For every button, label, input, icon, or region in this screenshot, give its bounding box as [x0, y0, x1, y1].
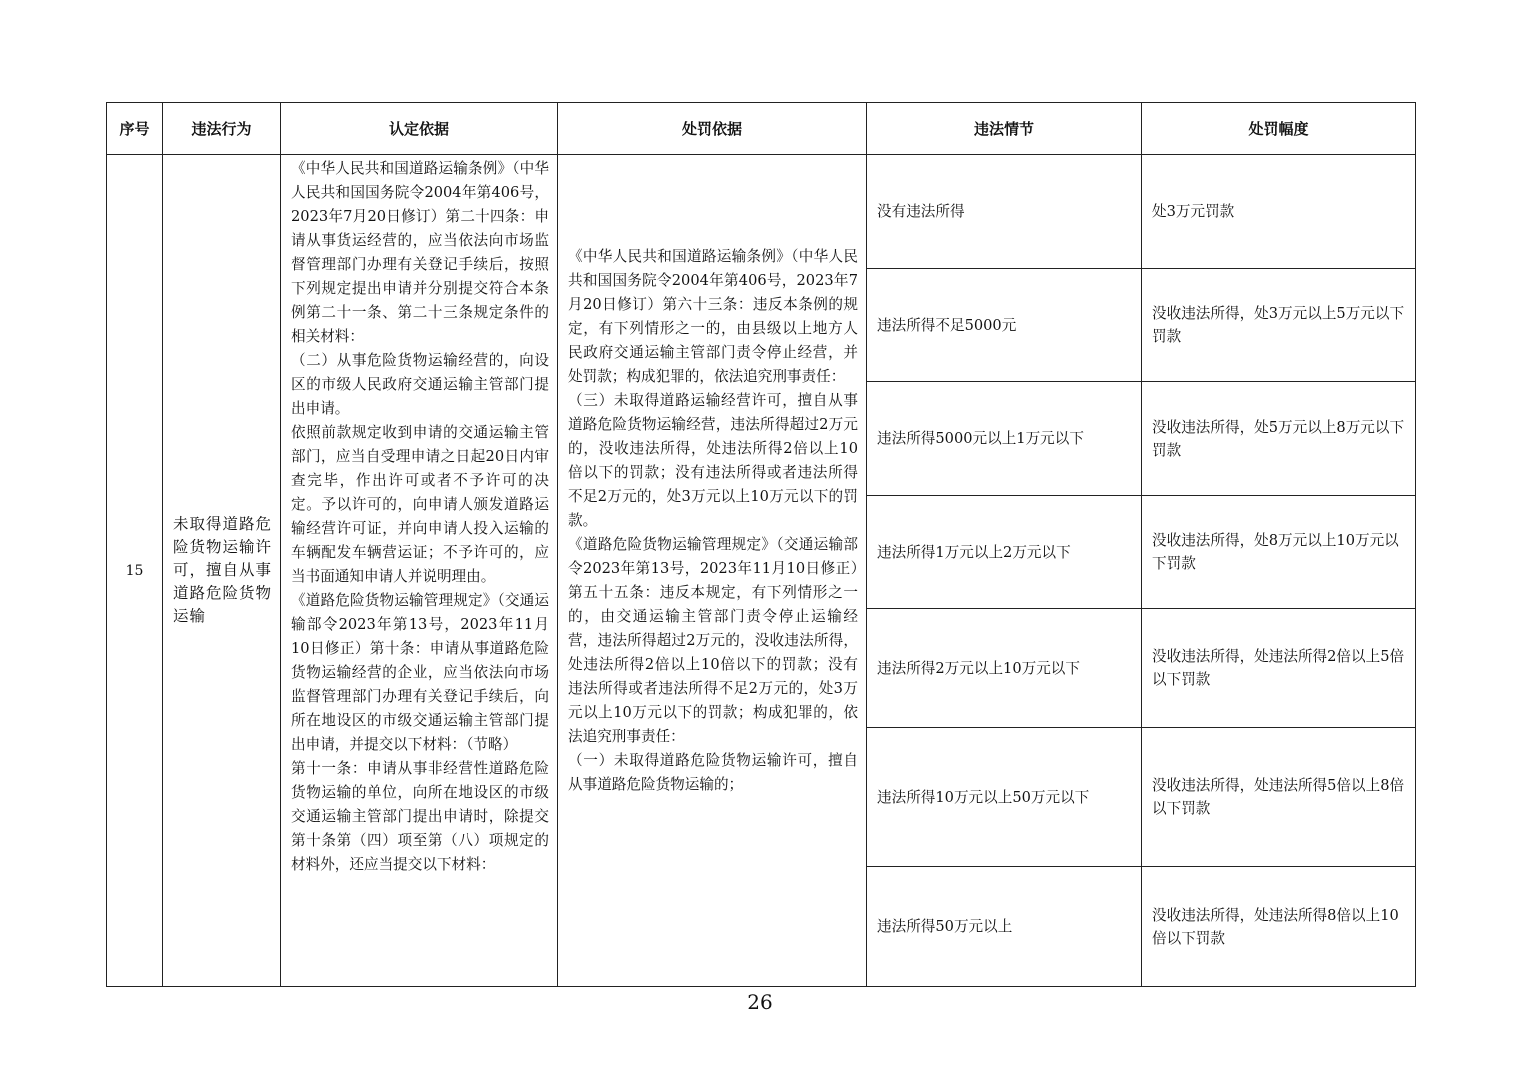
penalty-range-cell: 没收违法所得，处3万元以上5万元以下罚款 — [1142, 269, 1416, 382]
circumstance-cell: 违法所得2万元以上10万元以下 — [867, 609, 1142, 728]
penalty-basis-paragraph: 《中华人民共和国道路运输条例》（中华人民共和国国务院令2004年第406号，2023年7月20日修订）第六十三条：违反本条例的规定，有下列情形之一的，由县级以上地方人民政府交通运输主管部门责令停止经营，并处罚款；构成犯罪的，依法追究刑事责任： — [568, 248, 858, 385]
penalty-range-cell: 没收违法所得，处8万元以上10万元以下罚款 — [1142, 496, 1416, 609]
table-row — [107, 155, 1416, 269]
basis-paragraph: （二）从事危险货物运输经营的，向设区的市级人民政府交通运输主管部门提出申请。 — [291, 352, 549, 417]
penalty-range-cell: 没收违法所得，处5万元以上8万元以下罚款 — [1142, 382, 1416, 496]
header-penalty-basis: 处罚依据 — [558, 103, 867, 155]
penalty-range-cell: 没收违法所得，处违法所得5倍以上8倍以下罚款 — [1142, 728, 1416, 867]
penalty-range-cell: 没收违法所得，处违法所得2倍以上5倍以下罚款 — [1142, 609, 1416, 728]
basis-paragraph: 《道路危险货物运输管理规定》（交通运输部令2023年第13号，2023年11月10日修正）第十条：申请从事道路危险货物运输经营的企业，应当依法向市场监督管理部门办理有关登记手续后，向所在地设区的市级交通运输主管部门提出申请，并提交以下材料：（节略） — [291, 592, 549, 753]
table-header-row — [107, 103, 1416, 155]
circumstance-cell: 违法所得5000元以上1万元以下 — [867, 382, 1142, 496]
penalty-basis-paragraph: 《道路危险货物运输管理规定》（交通运输部令2023年第13号，2023年11月10日修正）第五十五条：违反本规定，有下列情形之一的，由交通运输主管部门责令停止运输经营，违法所得超过2万元的，没收违法所得，处违法所得2倍以上10倍以下的罚款；没有违法所得或者违法所得不足2万元的，处3万元以上10万元以下的罚款；构成犯罪的，依法追究刑事责任： — [568, 536, 858, 745]
header-behavior: 违法行为 — [163, 103, 281, 155]
row-seq: 15 — [107, 155, 163, 987]
row-basis — [281, 155, 558, 987]
row-behavior: 未取得道路危险货物运输许可，擅自从事道路危险货物运输 — [163, 155, 281, 987]
header-basis: 认定依据 — [281, 103, 558, 155]
header-seq: 序号 — [107, 103, 163, 155]
penalty-basis-paragraph: （三）未取得道路运输经营许可，擅自从事道路危险货物运输经营，违法所得超过2万元的，没收违法所得，处违法所得2倍以上10倍以下的罚款；没有违法所得或者违法所得不足2万元的，处3万元以上10万元以下的罚款。 — [568, 392, 858, 529]
penalty-standard-table — [106, 102, 1416, 987]
basis-paragraph: 第十一条：申请从事非经营性道路危险货物运输的单位，向所在地设区的市级交通运输主管部门提出申请时，除提交第十条第（四）项至第（八）项规定的材料外，还应当提交以下材料： — [291, 760, 549, 873]
penalty-range-cell: 处3万元罚款 — [1142, 155, 1416, 269]
penalty-range-cell: 没收违法所得，处违法所得8倍以上10倍以下罚款 — [1142, 867, 1416, 987]
basis-paragraph: 《中华人民共和国道路运输条例》（中华人民共和国国务院令2004年第406号，2023年7月20日修订）第二十四条：申请从事货运经营的，应当依法向市场监督管理部门办理有关登记手续后，按照下列规定提出申请并分别提交符合本条例第二十一条、第二十三条规定条件的相关材料： — [291, 160, 549, 345]
header-circumstance: 违法情节 — [867, 103, 1142, 155]
header-penalty-range: 处罚幅度 — [1142, 103, 1416, 155]
circumstance-cell: 违法所得1万元以上2万元以下 — [867, 496, 1142, 609]
penalty-basis-paragraph: （一）未取得道路危险货物运输许可，擅自从事道路危险货物运输的； — [568, 752, 858, 793]
row-penalty-basis — [558, 155, 867, 987]
circumstance-cell: 违法所得不足5000元 — [867, 269, 1142, 382]
circumstance-cell: 违法所得10万元以上50万元以下 — [867, 728, 1142, 867]
circumstance-cell: 违法所得50万元以上 — [867, 867, 1142, 987]
basis-paragraph: 依照前款规定收到申请的交通运输主管部门，应当自受理申请之日起20日内审查完毕，作出许可或者不予许可的决定。予以许可的，向申请人颁发道路运输经营许可证，并向申请人投入运输的车辆配发车辆营运证；不予许可的，应当书面通知申请人并说明理由。 — [291, 424, 549, 585]
circumstance-cell: 没有违法所得 — [867, 155, 1142, 269]
page-number: 26 — [747, 990, 773, 1014]
